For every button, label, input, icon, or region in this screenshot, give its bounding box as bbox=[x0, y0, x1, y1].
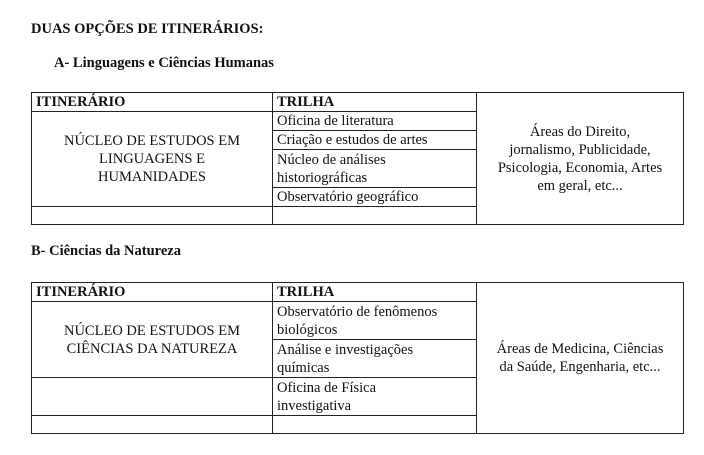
header-trilha: TRILHA bbox=[273, 93, 477, 112]
itinerario-cell bbox=[32, 302, 273, 378]
itinerario-line: HUMANIDADES bbox=[98, 169, 206, 185]
trilha-line: Oficina de Física bbox=[277, 379, 377, 396]
empty-cell bbox=[32, 378, 273, 416]
header-itinerario: ITINERÁRIO bbox=[32, 93, 273, 112]
itinerario-line: NÚCLEO DE ESTUDOS EM bbox=[63, 133, 240, 149]
header-itinerario: ITINERÁRIO bbox=[32, 283, 273, 302]
trilha-line: Observatório geográfico bbox=[277, 189, 419, 205]
trilha-line: Oficina de literatura bbox=[277, 113, 394, 129]
areas-line: Áreas do Direito, bbox=[529, 123, 631, 140]
trilha-line: historiográficas bbox=[277, 169, 368, 186]
areas-line: Psicologia, Economia, Artes bbox=[497, 159, 663, 176]
table-header-row bbox=[32, 93, 684, 112]
empty-cell bbox=[32, 207, 273, 225]
section-a-heading: A- Linguagens e Ciências Humanas bbox=[54, 55, 274, 71]
trilha-cell bbox=[273, 150, 477, 188]
trilha-cell bbox=[273, 302, 477, 340]
trilha-line: Observatório de fenômenos bbox=[277, 303, 438, 320]
trilha-cell bbox=[273, 188, 477, 207]
areas-line: em geral, etc... bbox=[537, 177, 623, 194]
empty-cell bbox=[273, 207, 477, 225]
itinerary-table-b bbox=[31, 282, 684, 434]
itinerario-line: CIÊNCIAS DA NATUREZA bbox=[66, 340, 238, 357]
trilha-line: Núcleo de análises bbox=[277, 151, 386, 168]
areas-cell bbox=[477, 93, 684, 225]
itinerary-table-a bbox=[31, 92, 684, 225]
trilha-line: investigativa bbox=[277, 397, 352, 414]
header-trilha: TRILHA bbox=[273, 283, 477, 302]
trilha-cell bbox=[273, 112, 477, 131]
document-title: DUAS OPÇÕES DE ITINERÁRIOS: bbox=[31, 21, 264, 37]
itinerario-line: LINGUAGENS E bbox=[99, 151, 205, 167]
empty-cell bbox=[32, 416, 273, 434]
trilha-cell bbox=[273, 131, 477, 150]
areas-cell bbox=[477, 283, 684, 434]
areas-line: jornalismo, Publicidade, bbox=[509, 141, 651, 158]
trilha-line: químicas bbox=[277, 359, 330, 376]
itinerario-cell bbox=[32, 112, 273, 207]
areas-line: da Saúde, Engenharia, etc... bbox=[499, 359, 661, 375]
trilha-cell bbox=[273, 340, 477, 378]
trilha-line: Análise e investigações bbox=[277, 341, 414, 358]
table-header-row bbox=[32, 283, 684, 302]
trilha-line: biológicos bbox=[277, 321, 338, 338]
trilha-cell bbox=[273, 378, 477, 416]
areas-line: Áreas de Medicina, Ciências bbox=[496, 341, 664, 357]
trilha-line: Criação e estudos de artes bbox=[277, 132, 428, 148]
itinerario-line: NÚCLEO DE ESTUDOS EM bbox=[63, 322, 240, 339]
section-b-heading: B- Ciências da Natureza bbox=[31, 243, 181, 259]
empty-cell bbox=[273, 416, 477, 434]
